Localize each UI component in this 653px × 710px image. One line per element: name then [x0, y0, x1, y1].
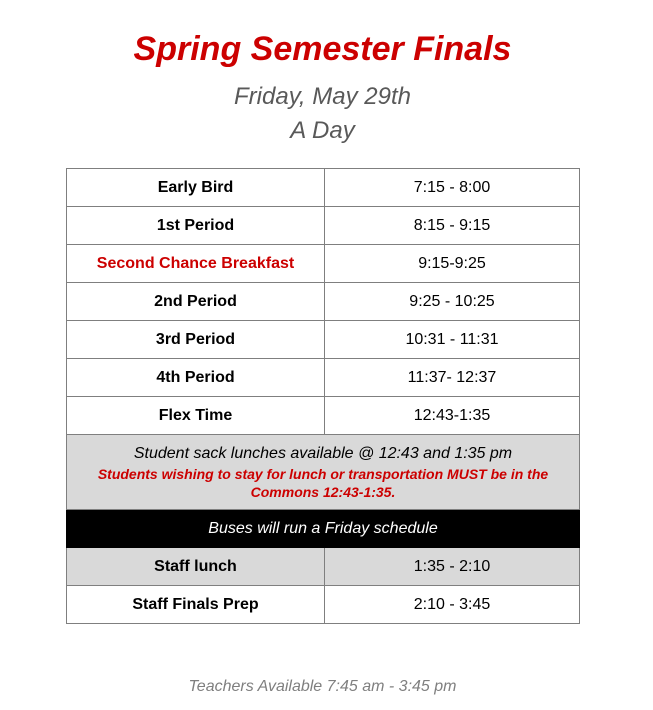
stay-notice: Students wishing to stay for lunch or transportation MUST be in the Commons 12:43-1:35.: [97, 465, 549, 500]
lunch-notice: Student sack lunches available @ 12:43 and 1:35 pm: [133, 444, 513, 462]
period-label: 4th Period: [67, 359, 325, 397]
table-row: [67, 359, 580, 397]
exam-date: Friday, May 29th: [234, 83, 411, 110]
table-row: [67, 207, 580, 245]
table-row: [67, 321, 580, 359]
period-time: 12:43-1:35: [325, 397, 580, 435]
breakfast-label: Second Chance Breakfast: [67, 245, 325, 283]
period-label: Flex Time: [67, 397, 325, 435]
day-type: A Day: [290, 117, 355, 144]
table-row: [67, 245, 580, 283]
period-label: 1st Period: [67, 207, 325, 245]
bus-notice-row: [67, 510, 580, 548]
period-label: 3rd Period: [67, 321, 325, 359]
lunch-notice-cell: [67, 435, 580, 510]
staff-label: Staff lunch: [67, 548, 325, 586]
period-time: 9:15-9:25: [325, 245, 580, 283]
table-row: [67, 283, 580, 321]
bus-notice: Buses will run a Friday schedule: [67, 510, 580, 548]
table-row: [67, 397, 580, 435]
staff-time: 2:10 - 3:45: [325, 586, 580, 624]
period-time: 11:37- 12:37: [325, 359, 580, 397]
lunch-notice-row: [67, 435, 580, 510]
staff-time: 1:35 - 2:10: [325, 548, 580, 586]
page-title: Spring Semester Finals: [133, 30, 512, 68]
period-time: 9:25 - 10:25: [325, 283, 580, 321]
table-row: [67, 548, 580, 586]
table-row: [67, 169, 580, 207]
period-time: 10:31 - 11:31: [325, 321, 580, 359]
period-time: 7:15 - 8:00: [325, 169, 580, 207]
schedule-table: [66, 168, 580, 624]
period-label: 2nd Period: [67, 283, 325, 321]
teachers-availability: Teachers Available 7:45 am - 3:45 pm: [188, 678, 457, 695]
staff-label: Staff Finals Prep: [67, 586, 325, 624]
table-row: [67, 586, 580, 624]
period-label: Early Bird: [67, 169, 325, 207]
period-time: 8:15 - 9:15: [325, 207, 580, 245]
